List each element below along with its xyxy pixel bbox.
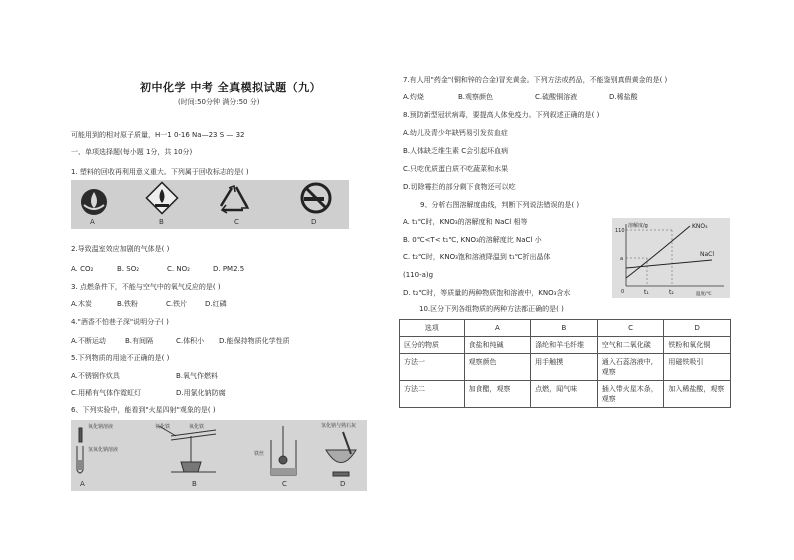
t2-label: t₂ xyxy=(669,289,674,296)
table-cell: 通入石蕊溶液中,观察 xyxy=(597,354,664,381)
q5-option-d: D.用氯化钠防腐 xyxy=(176,389,226,397)
q6-label-d: D xyxy=(340,480,346,488)
question-6: 6、下列实验中，能看到"火星四射"观象的是( ) xyxy=(71,406,216,414)
q6-a-label-top: 氧化钠溶液 xyxy=(88,424,114,430)
gas-jar-icon xyxy=(271,426,296,475)
q6-d-label: 氢化钠与熟石灰 xyxy=(321,423,357,429)
table-header-cell: C xyxy=(597,320,664,337)
q6-label-a: A xyxy=(80,480,85,488)
q3-option-b: B.铁粉 xyxy=(117,300,139,308)
origin-label: 0 xyxy=(621,289,625,295)
q7-option-a: A.灼烧 xyxy=(403,93,424,101)
q4-option-c: C.体积小 xyxy=(176,337,205,345)
question-3: 3. 点燃条件下，不能与空气中的氧气反应的是( ) xyxy=(71,283,221,291)
kno3-label: KNO₃ xyxy=(692,223,708,230)
q6-label-c: C xyxy=(282,480,287,488)
q8-option-a: A.幼儿及青少年缺钙易引发贫血症 xyxy=(403,129,508,137)
q3-option-d: D.红磷 xyxy=(205,300,227,308)
q6-b-label-left: 氧化铁 xyxy=(155,424,171,430)
q4-option-b: B.有间隔 xyxy=(125,337,154,345)
table-header-cell: D xyxy=(664,320,731,337)
chart-ylabel: 溶解度/g xyxy=(628,223,648,229)
q8-option-c: C.只吃优质蛋白质不吃蔬菜和水果 xyxy=(403,165,509,173)
table-cell: 加入稀盐酸，观察 xyxy=(664,381,731,408)
table-cell: 插入带火星木条，观察 xyxy=(597,381,664,408)
table-cell: 方法二 xyxy=(400,381,465,408)
q7-option-d: D.稀盐酸 xyxy=(609,93,638,101)
table-header-row xyxy=(400,320,731,337)
q7-option-c: C.硫酸铜溶液 xyxy=(535,93,578,101)
q3-option-a: A.木炭 xyxy=(71,300,92,308)
table-header-cell: 选项 xyxy=(400,320,465,337)
question-7: 7.有人用"药金"(铜和锌的合金)冒充黄金。下列方法或药品，不能鉴别真假黄金的是( ) xyxy=(403,76,668,84)
q3-option-c: C.铁片 xyxy=(166,300,188,308)
q6-label-b: B xyxy=(192,480,197,488)
q9-option-b: B. 0℃<T< t₁℃, KNO₃的溶解度比 NaCl 小 xyxy=(403,236,542,244)
heated-tube-icon xyxy=(159,426,216,472)
q9-option-c-cont: (110-a)g xyxy=(403,271,434,279)
y-tick-a: a xyxy=(620,256,624,262)
question-1: 1. 塑料的回收再利用意义重大。下列属于回收标志的是( ) xyxy=(71,168,249,176)
table-cell: 点燃，闻气味 xyxy=(531,381,598,408)
q6-b-label-right: 氧化铁 xyxy=(189,424,205,430)
exam-duration: (时间:50分钟 满分:50 分) xyxy=(178,98,260,106)
q6-a-label-bottom: 氢氧化钠溶液 xyxy=(88,447,119,453)
question-8: 8.预防新型冠状病毒，要提高人体免疫力。下列叙述正确的是( ) xyxy=(403,111,600,119)
q4-option-d: D.能保持物质化学性质 xyxy=(219,337,290,345)
q2-option-d: D. PM2.5 xyxy=(213,265,245,273)
q1-label-a: A xyxy=(90,218,95,226)
q2-option-c: C. NO₂ xyxy=(167,265,190,273)
q1-label-d: D xyxy=(311,218,317,226)
q1-image-strip xyxy=(71,180,349,229)
table-row xyxy=(400,337,731,354)
q1-label-b: B xyxy=(159,218,164,226)
test-tube-icon xyxy=(77,428,83,473)
q9-option-a: A. t₁℃时，KNO₃的溶解度和 NaCl 相等 xyxy=(403,218,528,226)
table-cell: 用手触摸 xyxy=(531,354,598,381)
t1-label: t₁ xyxy=(644,289,649,296)
comparison-table xyxy=(399,319,731,408)
q9-option-c: C. t₂℃时，KNO₃饱和溶液降温到 t₁℃折出晶体 xyxy=(403,253,551,261)
q9-option-d: D. t₂℃时，等质量的两种物质饱和溶液中，KNO₃含水 xyxy=(403,289,571,297)
table-cell: 食盐和纯碱 xyxy=(464,337,531,354)
table-cell: 涤纶和羊毛纤维 xyxy=(531,337,598,354)
table-cell: 区分的物质 xyxy=(400,337,465,354)
question-9: 9、分析右图溶解度曲线，判断下列说法错误的是( ) xyxy=(420,201,580,209)
q8-option-d: D.切除霉拦的部分剩下食物还可以吃 xyxy=(403,183,516,191)
table-cell: 用磁铁吸引 xyxy=(664,354,731,381)
question-2: 2.导致温室效应加剧的气体是( ) xyxy=(71,245,170,253)
table-row xyxy=(400,354,731,381)
recycle-icon xyxy=(221,186,248,213)
page-title: 初中化学 中考 全真模拟试题（九） xyxy=(140,81,322,94)
q1-symbols xyxy=(71,180,349,229)
q4-option-a: A.不断运动 xyxy=(71,337,106,345)
question-10: 10.区分下列各组物质的两种方法都正确的是( ) xyxy=(419,305,564,313)
q6-c-label: 铁丝 xyxy=(254,451,265,457)
y-tick-110: 110 xyxy=(615,228,625,234)
q5-option-c: C.用稀有气体作霓虹灯 xyxy=(71,389,142,397)
table-header-cell: A xyxy=(464,320,531,337)
flammable-icon xyxy=(146,182,177,213)
question-5: 5.下列物质的用途不正确的是( ) xyxy=(71,354,170,362)
table-cell: 铁粉和氧化铜 xyxy=(664,337,731,354)
table-row xyxy=(400,381,731,408)
table-cell: 方法一 xyxy=(400,354,465,381)
table-header-cell: B xyxy=(531,320,598,337)
q2-option-a: A. CO₂ xyxy=(71,265,94,273)
q6-image-strip xyxy=(71,420,367,491)
section-heading: 一、单项选择题(每小题 1分，共 10分) xyxy=(71,148,193,156)
table-cell: 观察颜色 xyxy=(464,354,531,381)
q8-option-b: B.人体缺乏维生素 C会引起坏血病 xyxy=(403,147,509,155)
no-smoking-icon xyxy=(302,184,330,212)
q5-option-b: B.氧气作燃料 xyxy=(176,372,219,380)
q6-apparatus xyxy=(71,420,367,491)
solubility-chart xyxy=(612,218,730,298)
table-cell: 空气和二氧化碳 xyxy=(597,337,664,354)
chart-xlabel: 温度/℃ xyxy=(696,292,712,297)
q1-label-c: C xyxy=(234,218,239,226)
nacl-label: NaCl xyxy=(700,251,715,258)
atomic-masses: 可能用到的相对原子质量，H一1 0-16 Na—23 S — 32 xyxy=(71,131,245,139)
q2-option-b: B. SO₂ xyxy=(117,265,140,273)
table-cell: 加食醋，观察 xyxy=(464,381,531,408)
q5-option-a: A.不锈钢作炊具 xyxy=(71,372,120,380)
mortar-icon xyxy=(326,432,356,476)
q7-option-b: B.观察颜色 xyxy=(458,93,494,101)
question-4: 4."酒香不怕巷子深"说明分子( ) xyxy=(71,318,169,326)
